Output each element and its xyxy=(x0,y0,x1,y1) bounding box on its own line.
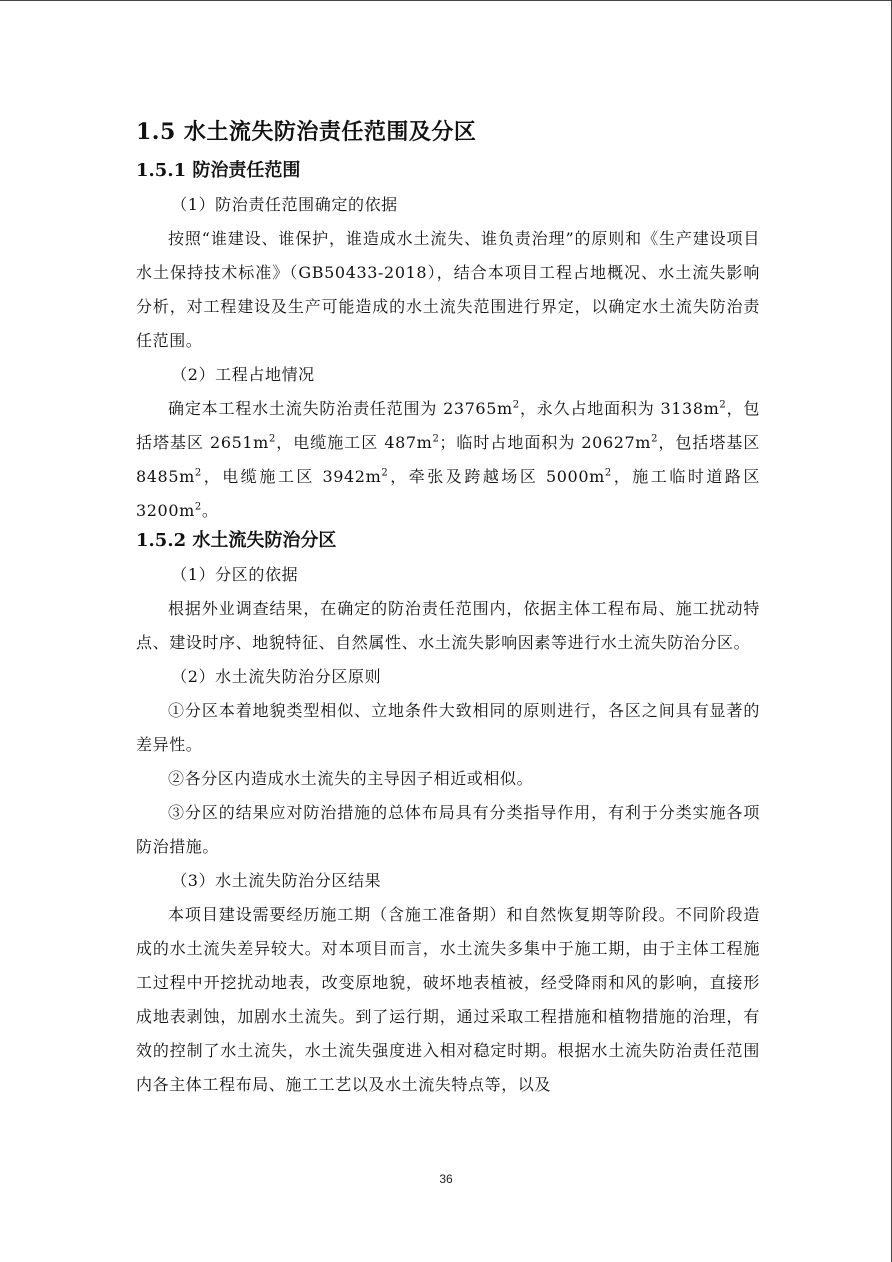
paragraph-principle-2: ②各分区内造成水土流失的主导因子相近或相似。 xyxy=(168,769,534,788)
paragraph-zoning-basis: 根据外业调查结果，在确定的防治责任范围内，依据主体工程布局、施工扰动特点、建设时序、地貌特征、自然属性、水土流失影响因素等进行水土流失防治分区。 xyxy=(136,599,760,652)
section-heading: 1.5 水土流失防治责任范围及分区 xyxy=(136,119,477,145)
page-number: 36 xyxy=(439,1172,453,1186)
paragraph-land-occupation: 确定本工程水土流失防治责任范围为 $23765m^2$，永久占地面积为 $3138m^2$，包括塔基区 $2651m^2$，电缆施工区 $487m^2$；临时占地面积为 $20627m^2$，包括塔基区 $8485m^2$，电缆施工区 $3942m^2$，牵张及跨越场区 $5000m^2$，施工临时道路区 $3200m^2$。 xyxy=(136,399,760,520)
page-content xyxy=(136,116,760,1102)
item-label-zoning-results: （3）水土流失防治分区结果 xyxy=(171,871,382,890)
top-border-line xyxy=(0,0,892,1)
item-label-zoning-basis: （1）分区的依据 xyxy=(171,565,299,584)
item-label-scope-basis: （1）防治责任范围确定的依据 xyxy=(171,195,398,214)
paragraph-scope-basis: 按照“谁建设、谁保护，谁造成水土流失、谁负责治理”的原则和《生产建设项目水土保持技术标准》（GB50433-2018），结合本项目工程占地概况、水土流失影响分析，对工程建设及生产可能造成的水土流失范围进行界定，以确定水土流失防治责任范围。 xyxy=(136,229,760,350)
paragraph-zoning-results: 本项目建设需要经历施工期（含施工准备期）和自然恢复期等阶段。不同阶段造成的水土流失差异较大。对本项目而言，水土流失多集中于施工期，由于主体工程施工过程中开挖扰动地表，改变原地貌，破坏地表植被，经受降雨和风的影响，直接形成地表剥蚀，加剧水土流失。到了运行期，通过采取工程措施和植物措施的治理，有效的控制了水土流失，水土流失强度进入相对稳定时期。根据水土流失防治责任范围内各主体工程布局、施工工艺以及水土流失特点等，以及 xyxy=(136,905,760,1094)
item-label-zoning-principles: （2）水土流失防治分区原则 xyxy=(171,667,382,686)
subsection-heading-zoning: 1.5.2 水土流失防治分区 xyxy=(136,530,337,551)
subsection-heading-responsibility-scope: 1.5.1 防治责任范围 xyxy=(136,160,301,181)
paragraph-principle-1: ①分区本着地貌类型相似、立地条件大致相同的原则进行，各区之间具有显著的差异性。 xyxy=(136,701,760,754)
item-label-land-occupation: （2）工程占地情况 xyxy=(171,365,315,384)
paragraph-principle-3: ③分区的结果应对防治措施的总体布局具有分类指导作用，有利于分类实施各项防治措施。 xyxy=(136,803,760,856)
